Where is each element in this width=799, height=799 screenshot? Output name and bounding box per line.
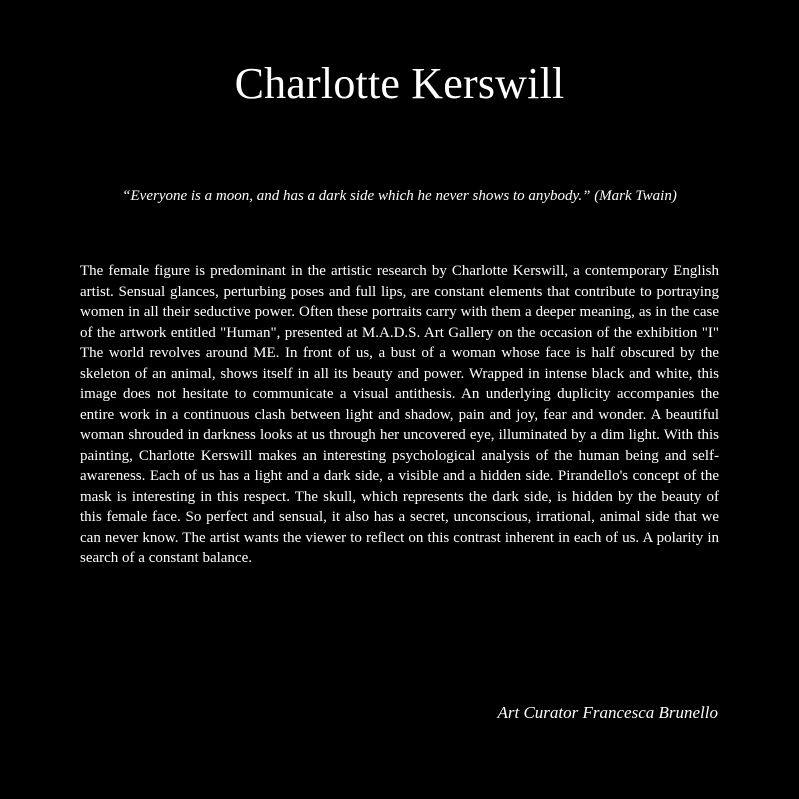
curator-signature: Art Curator Francesca Brunello — [497, 703, 718, 722]
page-title: Charlotte Kerswill — [234, 59, 565, 108]
body-paragraph: The female figure is predominant in the artistic research by Charlotte Kerswill, a contemporary English artist. Sensual glances, perturbing poses and full lips, are constant elements that contribute to portraying women in all their seductive power. Often these portraits carry with them a deeper meaning, as in the case of the artwork entitled "Human", presented at M.A.D.S. Art Gallery on the occasion of the exhibition "I" The world revolves around ME. In front of us, a bust of a woman whose face is half obscured by the skeleton of an animal, shows itself in all its beauty and power. Wrapped in intense black and white, this image does not hesitate to communicate a visual antithesis. An underlying duplicity accompanies the entire work in a continuous clash between light and shadow, pain and joy, fear and wonder. A beautiful woman shrouded in darkness looks at us through her uncovered eye, illuminated by a dim light. With this painting, Charlotte Kerswill makes an interesting psychological analysis of the human being and self-awareness. Each of us has a light and a dark side, a visible and a hidden side. Pirandello's concept of the mask is interesting in this respect. The skull, which represents the dark side, is hidden by the beauty of this female face. So perfect and sensual, it also has a secret, unconscious, irrational, animal side that we can never know. The artist wants the viewer to reflect on this contrast inherent in each of us. A polarity in search of a constant balance. — [80, 263, 719, 566]
epigraph-quote: “Everyone is a moon, and has a dark side which he never shows to anybody.” (Mark Twain) — [122, 188, 677, 204]
